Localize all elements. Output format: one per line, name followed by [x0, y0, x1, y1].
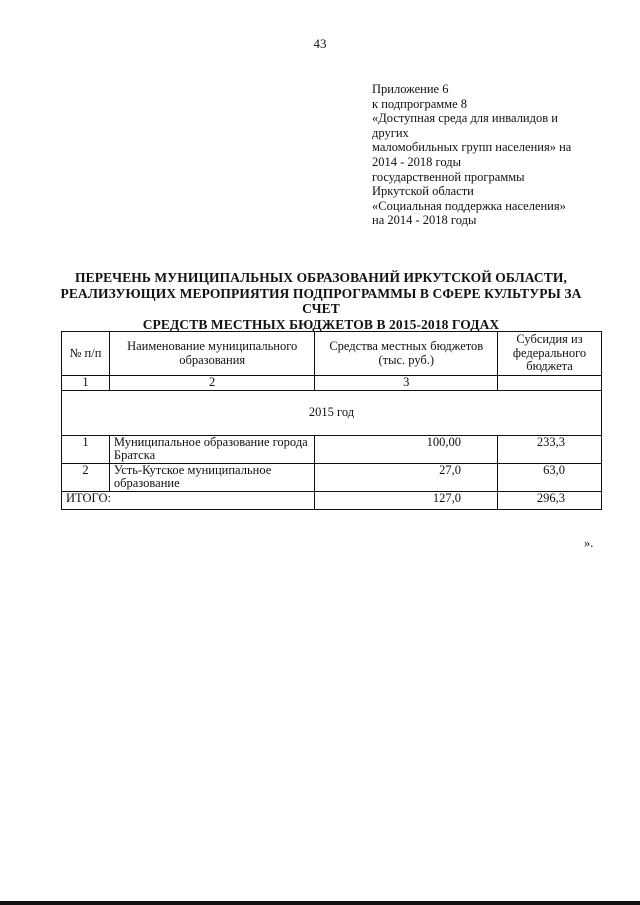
document-title	[60, 270, 582, 332]
index-cell: 2	[109, 376, 315, 391]
total-label: ИТОГО:	[62, 491, 315, 509]
row-num: 1	[62, 435, 110, 463]
appendix-line: «Доступная среда для инвалидов и	[372, 111, 558, 126]
row-name: Муниципальное образование города Братска	[109, 435, 315, 463]
header-local-budget: Средства местных бюджетов (тыс. руб.)	[315, 332, 498, 376]
header-federal-subsidy: Субсидия из федерального бюджета	[498, 332, 602, 376]
title-line: РЕАЛИЗУЮЩИХ МЕРОПРИЯТИЯ ПОДПРОГРАММЫ В СФЕРЕ КУЛЬТУРЫ ЗА СЧЕТ	[60, 285, 582, 316]
title-line: СРЕДСТВ МЕСТНЫХ БЮДЖЕТОВ В 2015-2018 ГОДАХ	[142, 316, 500, 332]
appendix-line: Приложение 6	[372, 82, 449, 96]
table-index-row	[62, 376, 602, 391]
index-cell: 3	[315, 376, 498, 391]
title-line: ПЕРЕЧЕНЬ МУНИЦИПАЛЬНЫХ ОБРАЗОВАНИЙ ИРКУТСКОЙ ОБЛАСТИ,	[75, 270, 567, 285]
appendix-line: Иркутской области	[372, 184, 474, 199]
appendix-line: к подпрограмме 8	[372, 96, 467, 111]
table-row	[62, 435, 602, 463]
row-local-budget: 27,0	[315, 463, 498, 491]
header-name: Наименование муниципального образования	[109, 332, 315, 376]
appendix-line: «Социальная поддержка населения»	[372, 198, 566, 213]
table-total-row	[62, 491, 602, 509]
appendix-line: других	[372, 125, 409, 140]
table-year-row	[62, 390, 602, 435]
total-local-budget: 127,0	[315, 491, 498, 509]
table-header-row	[62, 332, 602, 376]
total-federal-subsidy: 296,3	[498, 491, 602, 509]
year-label: 2015 год	[62, 390, 602, 435]
index-cell: 1	[62, 376, 110, 391]
row-federal-subsidy: 63,0	[498, 463, 602, 491]
closing-quote-mark: ».	[584, 536, 594, 550]
row-local-budget: 100,00	[315, 435, 498, 463]
appendix-line: маломобильных групп населения» на	[372, 140, 572, 155]
row-federal-subsidy: 233,3	[498, 435, 602, 463]
appendix-line: 2014 - 2018 годы	[372, 154, 462, 169]
row-num: 2	[62, 463, 110, 491]
appendix-line: государственной программы	[372, 169, 525, 184]
index-cell	[498, 376, 602, 391]
appendix-block	[372, 82, 602, 228]
page-number: 43	[313, 36, 327, 51]
header-num: № п/п	[62, 332, 110, 376]
table-row	[62, 463, 602, 491]
appendix-line: на 2014 - 2018 годы	[372, 213, 477, 228]
scan-bottom-edge	[0, 901, 640, 905]
row-name: Усть-Кутское муниципальное образование	[109, 463, 315, 491]
municipalities-table	[61, 331, 602, 510]
